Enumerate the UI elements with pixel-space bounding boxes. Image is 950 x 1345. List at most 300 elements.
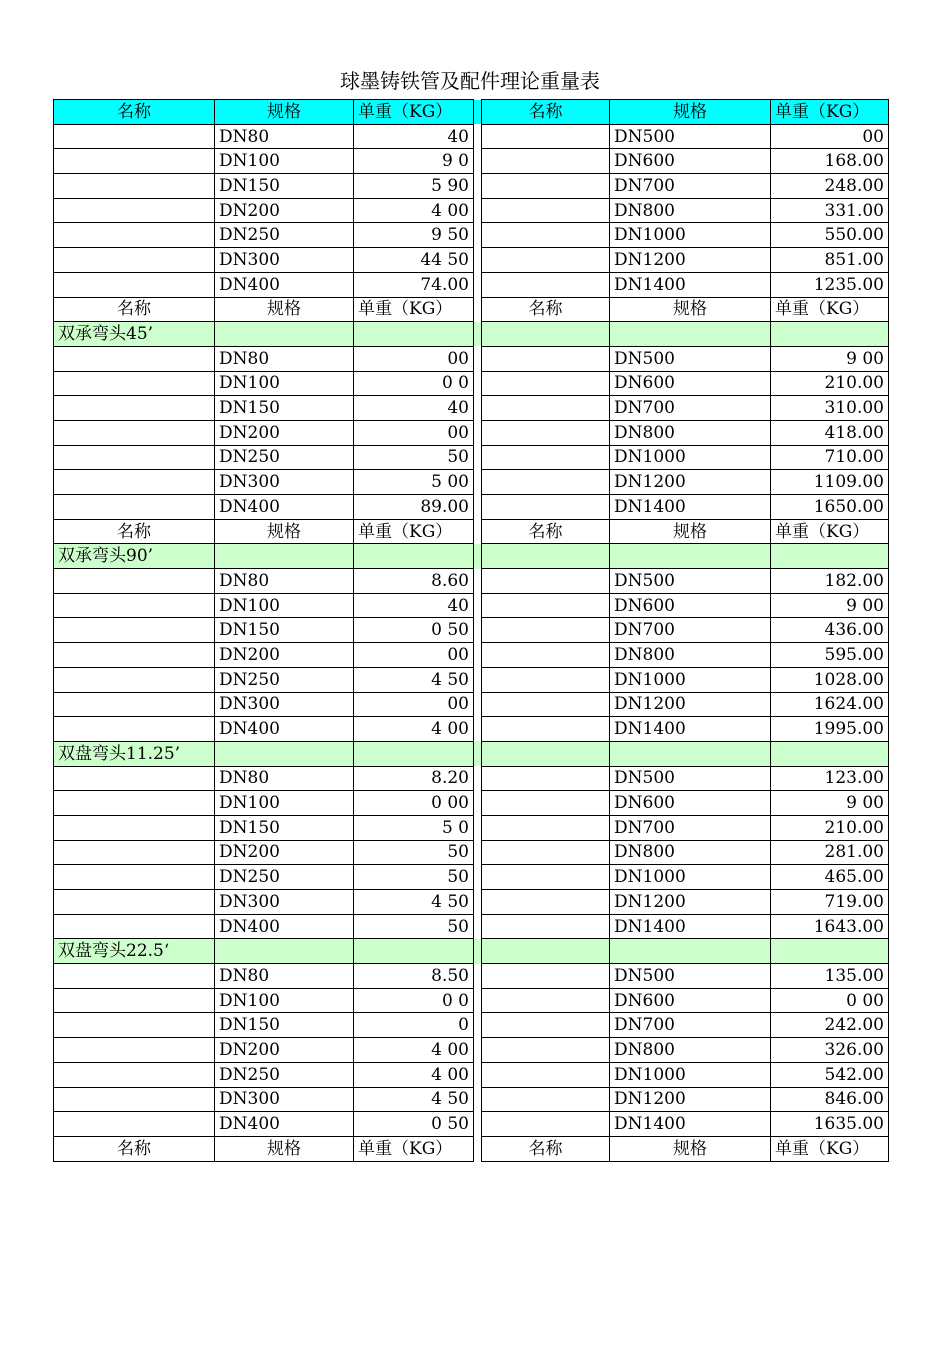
cell-spec: DN300 — [215, 692, 354, 717]
table-row — [54, 890, 889, 915]
cell-spec: DN800 — [610, 643, 771, 668]
cell-spec: DN700 — [610, 1013, 771, 1038]
column-divider — [474, 643, 482, 668]
cell-spec: DN80 — [215, 346, 354, 371]
column-divider — [474, 1136, 482, 1161]
cell-spec: DN1000 — [610, 445, 771, 470]
cell-weight: 8.60 — [354, 569, 474, 594]
column-divider — [474, 1013, 482, 1038]
cell-spec: DN500 — [610, 964, 771, 989]
column-divider — [474, 272, 482, 297]
section-title: 双承弯头90’ — [54, 544, 215, 569]
cell-weight: 310.00 — [771, 396, 889, 421]
cell-weight: 135.00 — [771, 964, 889, 989]
cell-spec — [215, 741, 354, 766]
cell-spec: DN200 — [215, 198, 354, 223]
cell-name — [54, 223, 215, 248]
cell-spec: DN800 — [610, 420, 771, 445]
cell-name — [54, 643, 215, 668]
cell-weight: 0 00 — [354, 791, 474, 816]
cell-weight: 331.00 — [771, 198, 889, 223]
cell-weight: 182.00 — [771, 569, 889, 594]
cell-weight: 9 00 — [771, 593, 889, 618]
cell-name — [482, 272, 610, 297]
table-row — [54, 815, 889, 840]
cell-spec: DN500 — [610, 124, 771, 149]
cell-spec: DN300 — [215, 470, 354, 495]
cell-weight: 5 90 — [354, 174, 474, 199]
table-row — [54, 569, 889, 594]
cell-weight — [354, 322, 474, 347]
cell-weight: 4 50 — [354, 667, 474, 692]
section-row — [54, 544, 889, 569]
cell-spec: DN150 — [215, 815, 354, 840]
cell-spec: DN200 — [215, 420, 354, 445]
cell-spec: DN80 — [215, 569, 354, 594]
column-divider — [474, 1087, 482, 1112]
section-title: 双盘弯头22.5‘ — [54, 939, 215, 964]
column-divider — [474, 569, 482, 594]
cell-weight: 单重（KG） — [771, 100, 889, 125]
cell-weight: 326.00 — [771, 1038, 889, 1063]
table-row — [54, 1013, 889, 1038]
table-row — [54, 692, 889, 717]
table-row — [54, 964, 889, 989]
cell-spec: DN400 — [215, 495, 354, 520]
cell-weight: 50 — [354, 914, 474, 939]
cell-spec: DN80 — [215, 964, 354, 989]
cell-weight: 1995.00 — [771, 717, 889, 742]
header-row — [54, 297, 889, 322]
cell-name — [482, 371, 610, 396]
cell-spec: 规格 — [610, 297, 771, 322]
table-row — [54, 248, 889, 273]
cell-weight: 5 00 — [354, 470, 474, 495]
cell-weight: 4 00 — [354, 1038, 474, 1063]
cell-name — [482, 495, 610, 520]
cell-spec: DN600 — [610, 149, 771, 174]
cell-spec: 规格 — [215, 1136, 354, 1161]
column-divider — [474, 840, 482, 865]
cell-spec: DN250 — [215, 865, 354, 890]
cell-weight — [354, 939, 474, 964]
table-row — [54, 988, 889, 1013]
table-row — [54, 174, 889, 199]
table-row — [54, 766, 889, 791]
column-divider — [474, 297, 482, 322]
cell-weight: 单重（KG） — [354, 1136, 474, 1161]
cell-name — [54, 593, 215, 618]
cell-name — [482, 741, 610, 766]
cell-weight: 465.00 — [771, 865, 889, 890]
cell-spec: DN80 — [215, 766, 354, 791]
cell-name — [54, 149, 215, 174]
cell-weight: 44 50 — [354, 248, 474, 273]
cell-spec: DN300 — [215, 248, 354, 273]
cell-weight: 8.50 — [354, 964, 474, 989]
cell-name — [54, 1062, 215, 1087]
cell-weight: 00 — [354, 643, 474, 668]
cell-spec: 规格 — [215, 519, 354, 544]
cell-name — [54, 445, 215, 470]
cell-spec: DN400 — [215, 1112, 354, 1137]
cell-weight — [771, 741, 889, 766]
cell-name: 名称 — [54, 297, 215, 322]
cell-weight: 550.00 — [771, 223, 889, 248]
cell-spec: DN150 — [215, 1013, 354, 1038]
cell-spec: DN600 — [610, 371, 771, 396]
cell-spec: DN80 — [215, 124, 354, 149]
cell-name — [482, 643, 610, 668]
cell-name — [482, 569, 610, 594]
cell-weight — [354, 741, 474, 766]
cell-spec: DN200 — [215, 1038, 354, 1063]
cell-spec: DN1400 — [610, 1112, 771, 1137]
cell-weight: 436.00 — [771, 618, 889, 643]
cell-name — [482, 692, 610, 717]
cell-name — [54, 371, 215, 396]
cell-weight: 210.00 — [771, 815, 889, 840]
cell-name — [54, 964, 215, 989]
cell-spec: DN300 — [215, 890, 354, 915]
page-title: 球墨铸铁管及配件理论重量表 — [340, 69, 600, 93]
cell-weight: 40 — [354, 396, 474, 421]
column-divider — [474, 544, 482, 569]
cell-weight: 50 — [354, 840, 474, 865]
cell-name — [54, 174, 215, 199]
cell-weight: 0 — [354, 1013, 474, 1038]
column-divider — [474, 198, 482, 223]
cell-weight: 4 00 — [354, 198, 474, 223]
table-row — [54, 470, 889, 495]
cell-name — [54, 717, 215, 742]
cell-name: 名称 — [54, 1136, 215, 1161]
cell-name — [482, 766, 610, 791]
cell-name — [54, 865, 215, 890]
cell-weight: 710.00 — [771, 445, 889, 470]
cell-name — [54, 1112, 215, 1137]
cell-weight: 9 00 — [771, 346, 889, 371]
cell-name — [54, 766, 215, 791]
table-row — [54, 223, 889, 248]
cell-weight — [354, 544, 474, 569]
cell-name — [54, 815, 215, 840]
table-row — [54, 593, 889, 618]
cell-weight: 74.00 — [354, 272, 474, 297]
column-divider — [474, 667, 482, 692]
cell-spec: DN700 — [610, 174, 771, 199]
table-row — [54, 791, 889, 816]
cell-spec: DN700 — [610, 396, 771, 421]
table-row — [54, 865, 889, 890]
table-row — [54, 1087, 889, 1112]
section-row — [54, 322, 889, 347]
cell-weight: 40 — [354, 124, 474, 149]
table-row — [54, 272, 889, 297]
cell-name: 名称 — [482, 100, 610, 125]
cell-name — [54, 346, 215, 371]
cell-weight: 单重（KG） — [354, 100, 474, 125]
header-row — [54, 1136, 889, 1161]
cell-weight: 0 50 — [354, 618, 474, 643]
cell-spec: 规格 — [215, 297, 354, 322]
cell-spec — [610, 322, 771, 347]
cell-weight: 40 — [354, 593, 474, 618]
cell-name — [482, 248, 610, 273]
cell-weight: 0 00 — [771, 988, 889, 1013]
cell-name — [54, 272, 215, 297]
cell-name: 名称 — [54, 519, 215, 544]
column-divider — [474, 914, 482, 939]
cell-name — [482, 174, 610, 199]
cell-weight — [771, 544, 889, 569]
cell-weight: 719.00 — [771, 890, 889, 915]
cell-spec: DN300 — [215, 1087, 354, 1112]
column-divider — [474, 322, 482, 347]
cell-spec: DN100 — [215, 593, 354, 618]
cell-spec: DN600 — [610, 791, 771, 816]
cell-name — [482, 618, 610, 643]
column-divider — [474, 174, 482, 199]
table-row — [54, 667, 889, 692]
cell-name: 名称 — [482, 1136, 610, 1161]
cell-weight: 281.00 — [771, 840, 889, 865]
table-row — [54, 840, 889, 865]
column-divider — [474, 519, 482, 544]
cell-name — [54, 569, 215, 594]
cell-weight: 9 50 — [354, 223, 474, 248]
cell-spec: DN100 — [215, 149, 354, 174]
column-divider — [474, 346, 482, 371]
cell-weight: 单重（KG） — [354, 519, 474, 544]
table-row — [54, 445, 889, 470]
cell-weight: 1643.00 — [771, 914, 889, 939]
cell-weight: 851.00 — [771, 248, 889, 273]
cell-spec: DN100 — [215, 988, 354, 1013]
cell-weight: 50 — [354, 865, 474, 890]
cell-name — [54, 692, 215, 717]
weight-table — [53, 99, 889, 1162]
cell-weight: 846.00 — [771, 1087, 889, 1112]
cell-spec: DN150 — [215, 618, 354, 643]
cell-spec: DN1000 — [610, 223, 771, 248]
cell-spec: DN400 — [215, 717, 354, 742]
cell-name — [482, 198, 610, 223]
cell-name — [54, 667, 215, 692]
section-title: 双承弯头45’ — [54, 322, 215, 347]
cell-weight: 9 0 — [354, 149, 474, 174]
cell-name — [482, 593, 610, 618]
cell-weight: 1109.00 — [771, 470, 889, 495]
column-divider — [474, 1112, 482, 1137]
table-row — [54, 124, 889, 149]
column-divider — [474, 964, 482, 989]
cell-weight: 542.00 — [771, 1062, 889, 1087]
cell-spec: DN600 — [610, 593, 771, 618]
table-row — [54, 420, 889, 445]
table-row — [54, 396, 889, 421]
cell-weight: 4 00 — [354, 1062, 474, 1087]
column-divider — [474, 223, 482, 248]
column-divider — [474, 396, 482, 421]
cell-weight: 242.00 — [771, 1013, 889, 1038]
cell-weight: 50 — [354, 445, 474, 470]
column-divider — [474, 815, 482, 840]
cell-name — [482, 1062, 610, 1087]
cell-spec: DN1200 — [610, 1087, 771, 1112]
cell-weight: 1650.00 — [771, 495, 889, 520]
cell-spec: DN150 — [215, 396, 354, 421]
cell-spec: 规格 — [215, 100, 354, 125]
cell-name — [482, 1112, 610, 1137]
cell-spec — [610, 939, 771, 964]
cell-spec: DN200 — [215, 840, 354, 865]
column-divider — [474, 791, 482, 816]
cell-spec: DN1200 — [610, 470, 771, 495]
section-title: 双盘弯头11.25’ — [54, 741, 215, 766]
cell-name — [54, 618, 215, 643]
cell-spec: DN1400 — [610, 914, 771, 939]
cell-spec: 规格 — [610, 519, 771, 544]
cell-name — [54, 1013, 215, 1038]
column-divider — [474, 1038, 482, 1063]
cell-spec — [215, 544, 354, 569]
cell-name — [54, 988, 215, 1013]
cell-spec: DN100 — [215, 371, 354, 396]
table-row — [54, 495, 889, 520]
cell-spec: DN1200 — [610, 692, 771, 717]
cell-name — [54, 198, 215, 223]
cell-spec: DN400 — [215, 914, 354, 939]
cell-weight: 168.00 — [771, 149, 889, 174]
cell-name — [482, 124, 610, 149]
cell-name — [54, 890, 215, 915]
cell-name: 名称 — [54, 100, 215, 125]
cell-spec: DN100 — [215, 791, 354, 816]
cell-weight: 00 — [354, 420, 474, 445]
column-divider — [474, 766, 482, 791]
cell-weight: 单重（KG） — [771, 1136, 889, 1161]
cell-name — [482, 346, 610, 371]
cell-weight: 9 00 — [771, 791, 889, 816]
cell-spec: DN1000 — [610, 1062, 771, 1087]
cell-name — [482, 840, 610, 865]
cell-spec: DN500 — [610, 766, 771, 791]
column-divider — [474, 1062, 482, 1087]
column-divider — [474, 593, 482, 618]
cell-name — [482, 445, 610, 470]
table-row — [54, 1062, 889, 1087]
cell-name — [482, 420, 610, 445]
cell-weight: 1235.00 — [771, 272, 889, 297]
cell-spec: DN800 — [610, 840, 771, 865]
cell-spec: DN200 — [215, 643, 354, 668]
cell-name — [482, 865, 610, 890]
cell-weight: 单重（KG） — [771, 519, 889, 544]
cell-spec: DN1400 — [610, 717, 771, 742]
cell-spec: DN1200 — [610, 890, 771, 915]
section-row — [54, 939, 889, 964]
header-row — [54, 519, 889, 544]
cell-spec — [610, 741, 771, 766]
cell-name — [482, 1038, 610, 1063]
cell-spec: DN1400 — [610, 495, 771, 520]
table-row — [54, 346, 889, 371]
column-divider — [474, 618, 482, 643]
table-row — [54, 643, 889, 668]
cell-spec: DN1000 — [610, 865, 771, 890]
header-row — [54, 100, 889, 125]
table-row — [54, 914, 889, 939]
cell-weight: 248.00 — [771, 174, 889, 199]
cell-name — [482, 890, 610, 915]
cell-name — [482, 791, 610, 816]
cell-name — [54, 396, 215, 421]
table-row — [54, 371, 889, 396]
cell-weight: 单重（KG） — [771, 297, 889, 322]
cell-name — [54, 495, 215, 520]
cell-weight: 210.00 — [771, 371, 889, 396]
cell-weight: 1028.00 — [771, 667, 889, 692]
cell-name — [482, 667, 610, 692]
cell-name — [54, 1087, 215, 1112]
cell-weight: 00 — [354, 692, 474, 717]
cell-spec — [215, 939, 354, 964]
cell-name — [482, 223, 610, 248]
table-row — [54, 198, 889, 223]
cell-name — [482, 470, 610, 495]
cell-spec: DN1000 — [610, 667, 771, 692]
cell-weight: 89.00 — [354, 495, 474, 520]
cell-weight — [771, 939, 889, 964]
cell-spec — [610, 544, 771, 569]
cell-weight: 595.00 — [771, 643, 889, 668]
cell-name — [482, 1087, 610, 1112]
cell-weight: 00 — [771, 124, 889, 149]
cell-name: 名称 — [482, 297, 610, 322]
cell-weight: 4 50 — [354, 890, 474, 915]
cell-weight: 单重（KG） — [354, 297, 474, 322]
cell-spec: 规格 — [610, 1136, 771, 1161]
column-divider — [474, 717, 482, 742]
cell-spec: DN250 — [215, 223, 354, 248]
table-row — [54, 1038, 889, 1063]
column-divider — [474, 470, 482, 495]
cell-spec: DN700 — [610, 815, 771, 840]
cell-weight: 5 0 — [354, 815, 474, 840]
cell-name — [54, 420, 215, 445]
cell-name — [54, 914, 215, 939]
cell-name — [482, 322, 610, 347]
cell-spec: DN250 — [215, 445, 354, 470]
cell-weight: 4 00 — [354, 717, 474, 742]
cell-spec: DN800 — [610, 1038, 771, 1063]
cell-name — [482, 717, 610, 742]
cell-name — [482, 149, 610, 174]
column-divider — [474, 890, 482, 915]
cell-name — [54, 470, 215, 495]
column-divider — [474, 939, 482, 964]
cell-spec: DN700 — [610, 618, 771, 643]
cell-spec — [215, 322, 354, 347]
cell-spec: DN250 — [215, 667, 354, 692]
table-row — [54, 1112, 889, 1137]
table-row — [54, 149, 889, 174]
column-divider — [474, 420, 482, 445]
column-divider — [474, 988, 482, 1013]
cell-weight: 8.20 — [354, 766, 474, 791]
column-divider — [474, 741, 482, 766]
